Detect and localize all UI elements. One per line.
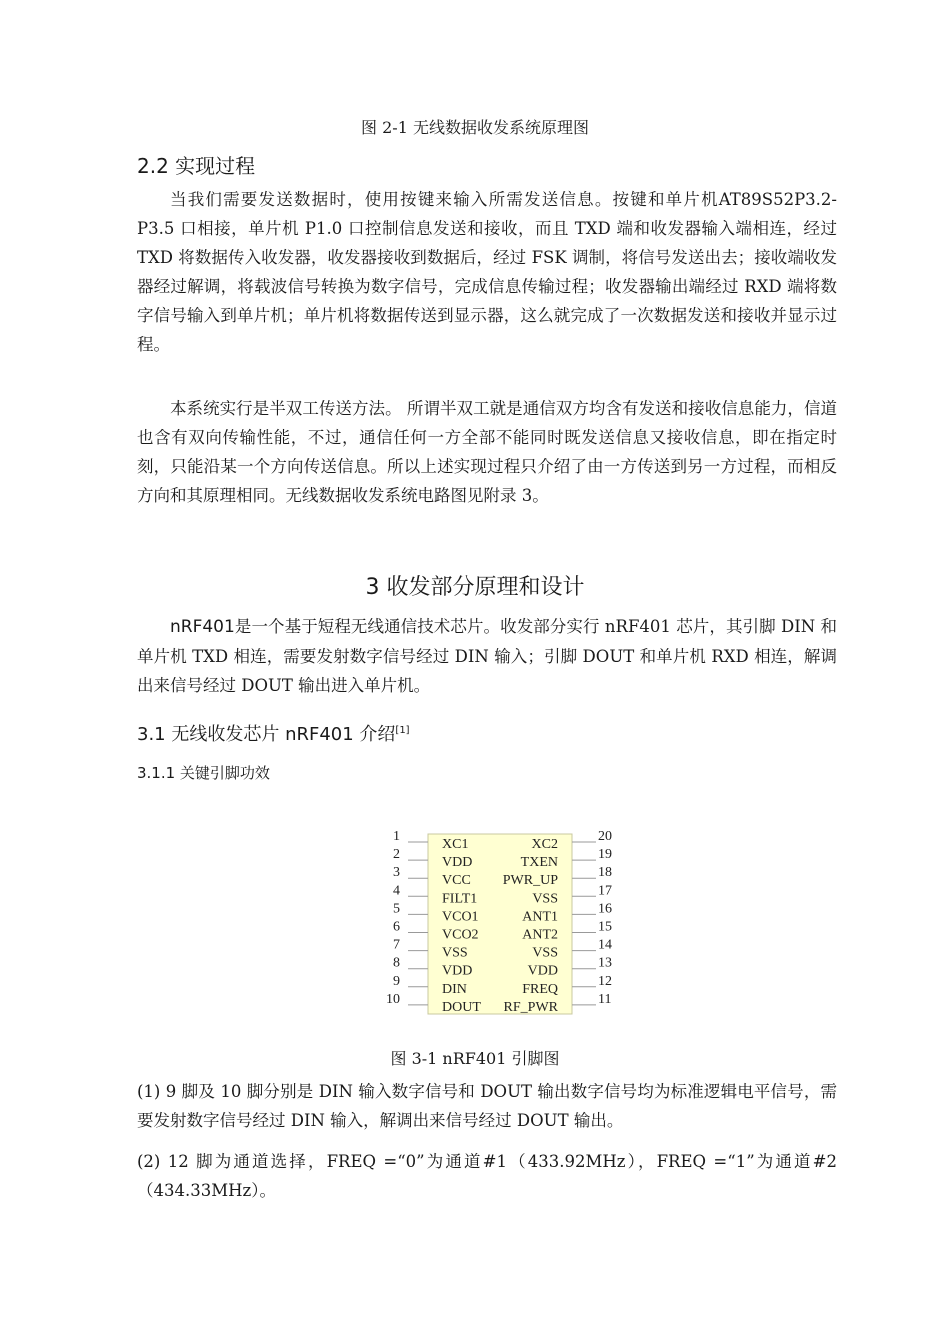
paragraph-nrf401-intro-text: 是一个基于短程无线通信技术芯片。收发部分实行 nRF401 芯片，其引脚 DIN 和单片机 TXD 相连，需要发射数字信号经过 DIN 输入；引脚 DOUT 和单片机 RXD 相连，解调出来信号经过 DOUT 输出进入单片机。 [137,617,837,695]
pin-number-right: 18 [598,865,612,881]
pin-number-right: 17 [598,883,612,899]
section-3-1-title: 3.1 无线收发芯片 nRF401 介绍 [137,724,396,745]
paragraph-implementation-process: 当我们需要发送数据时，使用按键来输入所需发送信息。按键和单片机AT89S52P3.2-P3.5 口相接，单片机 P1.0 口控制信息发送和接收，而且 TXD 端和收发器输入端相连，经过 TXD 将数据传入收发器，收发器接收到数据后，经过 FSK 调制，将信号发送出去；接收端收发器经过解调，将载波信号转换为数字信号，完成信息传输过程；收发器输出端经过 RXD 端将数字信号输入到单片机；单片机将数据传送到显示器，这么就完成了一次数据发送和接收并显示过程。 [137,190,837,354]
pin-number-right: 11 [598,991,612,1007]
pin-name-left: VCO1 [442,909,479,925]
pin-name-left: VSS [442,945,468,961]
pin-name-left: DIN [442,981,467,997]
pin-number-right: 16 [598,901,612,917]
pin-number-left: 2 [393,847,400,863]
section-3-heading: 3 收发部分原理和设计 [365,575,585,600]
pin-number-right: 20 [598,829,612,844]
pin-number-left: 3 [393,865,400,881]
pin-name-right: RF_PWR [503,999,558,1015]
pin-number-right: 19 [598,847,612,863]
pin-name-right: VSS [532,891,558,907]
pin-name-right: ANT1 [522,909,558,925]
pin-number-left: 10 [386,991,400,1007]
list-item-pin-12: (2) 12 脚为通道选择，FREQ =“0”为通道#1（433.92MHz），FREQ =“1”为通道#2（434.33MHz）。 [137,1152,837,1200]
pin-name-right: VSS [532,945,558,961]
pin-name-left: VDD [442,855,473,871]
pin-name-right: XC2 [531,837,558,852]
section-3-1-1-heading: 3.1.1 关键引脚功效 [137,764,270,782]
paragraph-half-duplex: 本系统实行是半双工传送方法。 所谓半双工就是通信双方均含有发送和接收信息能力，信道也含有双向传输性能，不过，通信任何一方全部不能同时既发送信息又接收信息，即在指定时刻，只能沿某一个方向传送信息。所以上述实现过程只介绍了由一方传送到另一方过程，而相反方向和其原理相同。无线数据收发系统电路图见附录 3。 [137,399,837,505]
pin-name-right: TXEN [520,855,558,871]
pin-name-left: VCO2 [442,927,479,943]
reference-marker: [1] [395,725,410,736]
pin-number-left: 9 [393,973,400,989]
pin-number-right: 13 [598,955,612,971]
pin-number-left: 6 [393,919,400,935]
paragraph-nrf401-intro [137,612,837,700]
pin-name-right: VDD [527,963,558,979]
pin-number-right: 12 [598,973,612,989]
pin-number-left: 1 [393,829,400,844]
pin-name-right: FREQ [522,981,558,997]
list-item-pins-9-10: (1) 9 脚及 10 脚分别是 DIN 输入数字信号和 DOUT 输出数字信号均为标准逻辑电平信号，需要发射数字信号经过 DIN 输入，解调出来信号经过 DOUT 输出。 [137,1082,837,1130]
nrf401-pinout-diagram [380,826,630,1018]
pin-name-left: FILT1 [442,891,478,907]
pin-name-left: VDD [442,963,473,979]
pin-name-right: ANT2 [522,927,558,943]
pin-number-right: 15 [598,919,612,935]
pin-name-right: PWR_UP [502,873,558,889]
figure-3-1-caption: 图 3-1 nRF401 引脚图 [390,1049,560,1068]
pin-number-right: 14 [598,937,612,953]
pin-name-left: XC1 [442,837,469,852]
figure-2-1-caption: 图 2-1 无线数据收发系统原理图 [361,118,589,137]
pin-number-left: 8 [393,955,400,971]
section-3-1-heading [137,720,410,746]
pin-number-left: 7 [393,937,400,953]
nrf401-lead-term: nRF401 [170,617,235,637]
pin-name-left: DOUT [442,999,481,1015]
pin-name-left: VCC [442,873,471,889]
section-2-2-heading: 2.2 实现过程 [137,154,256,178]
pin-number-left: 4 [393,883,400,899]
pin-number-left: 5 [393,901,400,917]
